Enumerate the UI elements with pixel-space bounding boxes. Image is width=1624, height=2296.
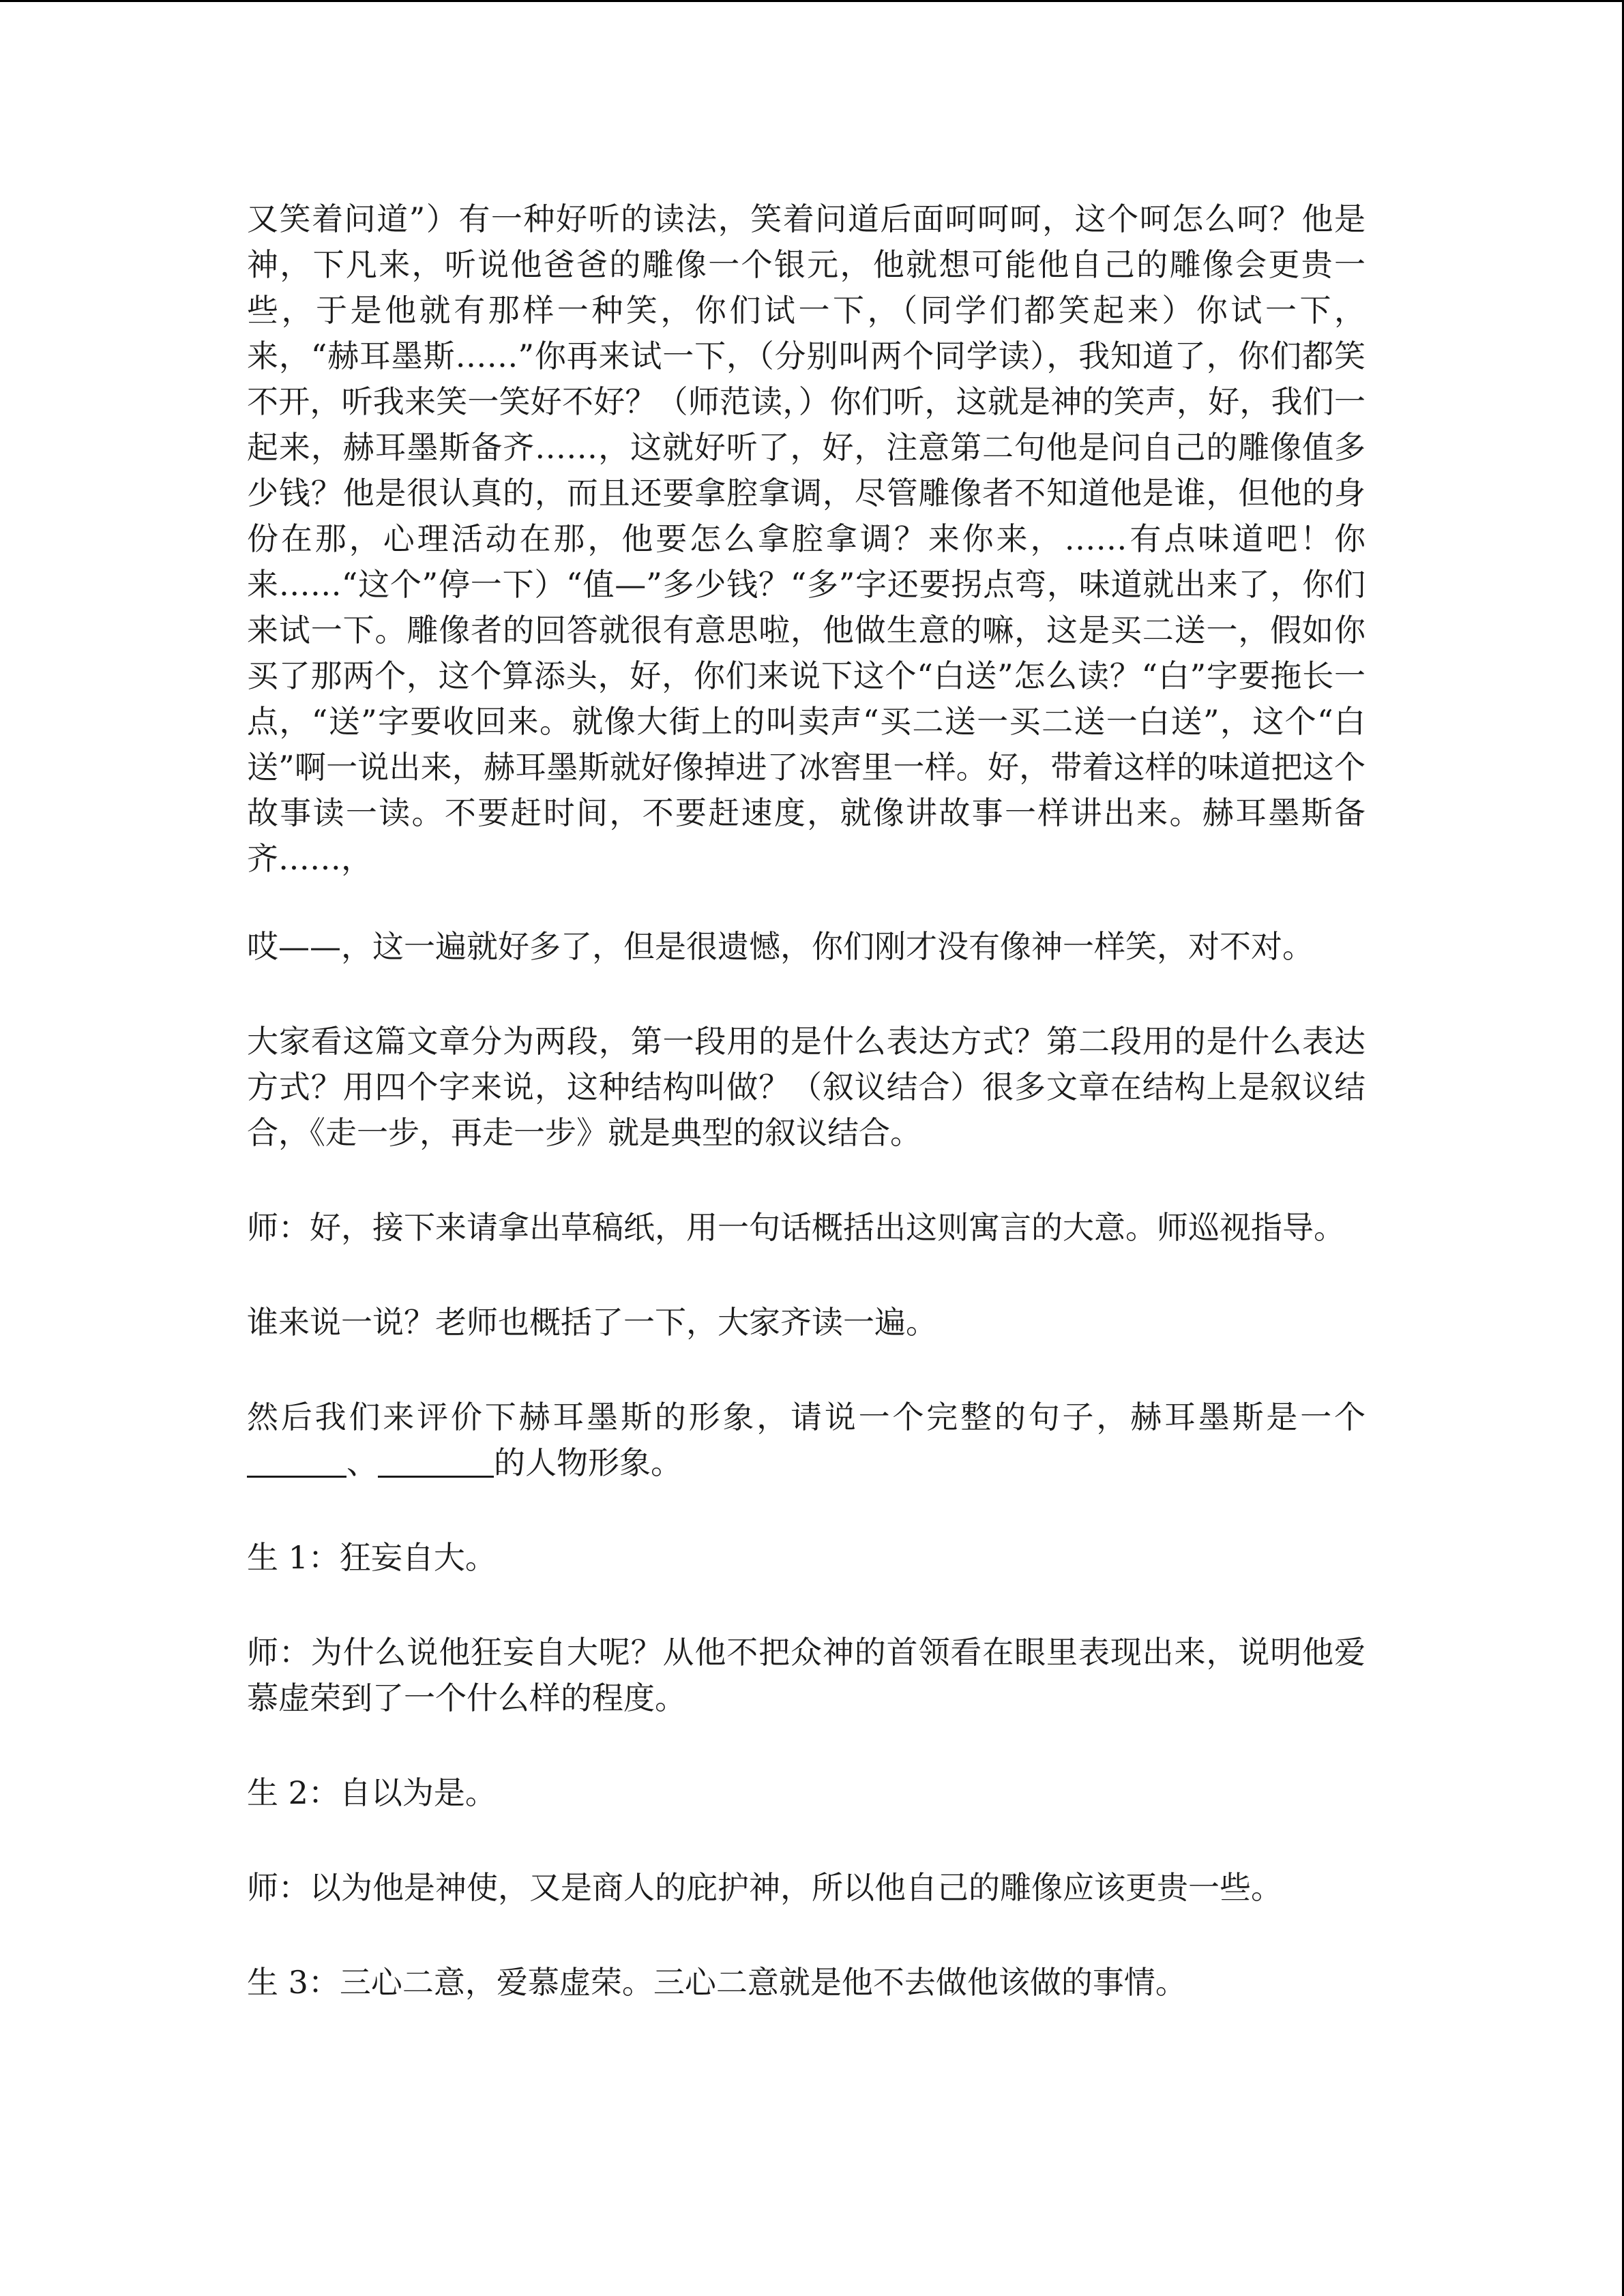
fill-blank-1 [247,1442,346,1478]
paragraph-group-reading: 谁来说一说？老师也概括了一下，大家齐读一遍。 [247,1304,937,1341]
paragraph-teacher-response-2: 师：以为他是神使，又是商人的庇护神，所以他自己的雕像应该更贵一些。 [247,1869,1282,1906]
document-body [247,196,1365,2055]
top-border-line [0,0,1624,2]
paragraph-summary-task: 师：好，接下来请拿出草稿纸，用一句话概括出这则寓言的大意。师巡视指导。 [247,1209,1345,1246]
evaluation-text-after: 的人物形象。 [494,1444,682,1481]
paragraph-teacher-comment: 哎——，这一遍就好多了，但是很遗憾，你们刚才没有像神一样笑，对不对。 [247,928,1314,965]
paragraph-character-evaluation [247,1395,1365,1486]
evaluation-text-before: 然后我们来评价下赫耳墨斯的形象，请说一个完整的句子，赫耳墨斯是一个 [247,1399,1365,1435]
paragraph-reading-instruction: 又笑着问道”）有一种好听的读法，笑着问道后面呵呵呵，这个呵怎么呵？他是神，下凡来，听说他爸爸的雕像一个银元，他就想可能他自己的雕像会更贵一些，于是他就有那样一种笑，你们试一下，（同学们都笑起来）你试一下，来，“赫耳墨斯……”你再来试一下，（分别叫两个同学读），我知道了，你们都笑不开，听我来笑一笑好不好？（师范读，）你们听，这就是神的笑声，好，我们一起来，赫耳墨斯备齐……，这就好听了，好，注意第二句他是问自己的雕像值多少钱？他是很认真的，而且还要拿腔拿调，尽管雕像者不知道他是谁，但他的身份在那，心理活动在那，他要怎么拿腔拿调？来你来，……有点味道吧！你来……“这个”停一下）“值—”多少钱？“多”字还要拐点弯，味道就出来了，你们来试一下。雕像者的回答就很有意思啦，他做生意的嘛，这是买二送一，假如你买了那两个，这个算添头，好，你们来说下这个“白送”怎么读？“白”字要拖长一点，“送”字要收回来。就像大街上的叫卖声“买二送一买二送一白送”，这个“白送”啊一说出来，赫耳墨斯就好像掉进了冰窖里一样。好，带着这样的味道把这个故事读一读。不要赶时间，不要赶速度，就像讲故事一样讲出来。赫耳墨斯备齐……， [247,200,1365,877]
blank-separator: 、 [346,1444,378,1481]
paragraph-student-3: 生 3：三心二意，爱慕虚荣。三心二意就是他不去做他该做的事情。 [247,1964,1187,2001]
paragraph-teacher-response-1: 师：为什么说他狂妄自大呢？从他不把众神的首领看在眼里表现出来，说明他爱慕虚荣到了一个什么样的程度。 [247,1634,1365,1716]
paragraph-student-2: 生 2：自以为是。 [247,1774,497,1811]
fill-blank-2 [378,1442,494,1478]
paragraph-student-1: 生 1：狂妄自大。 [247,1539,497,1576]
paragraph-structure-analysis: 大家看这篇文章分为两段，第一段用的是什么表达方式？第二段用的是什么表达方式？用四个字来说，这种结构叫做？（叙议结合）很多文章在结构上是叙议结合，《走一步，再走一步》就是典型的叙议结合。 [247,1023,1365,1151]
